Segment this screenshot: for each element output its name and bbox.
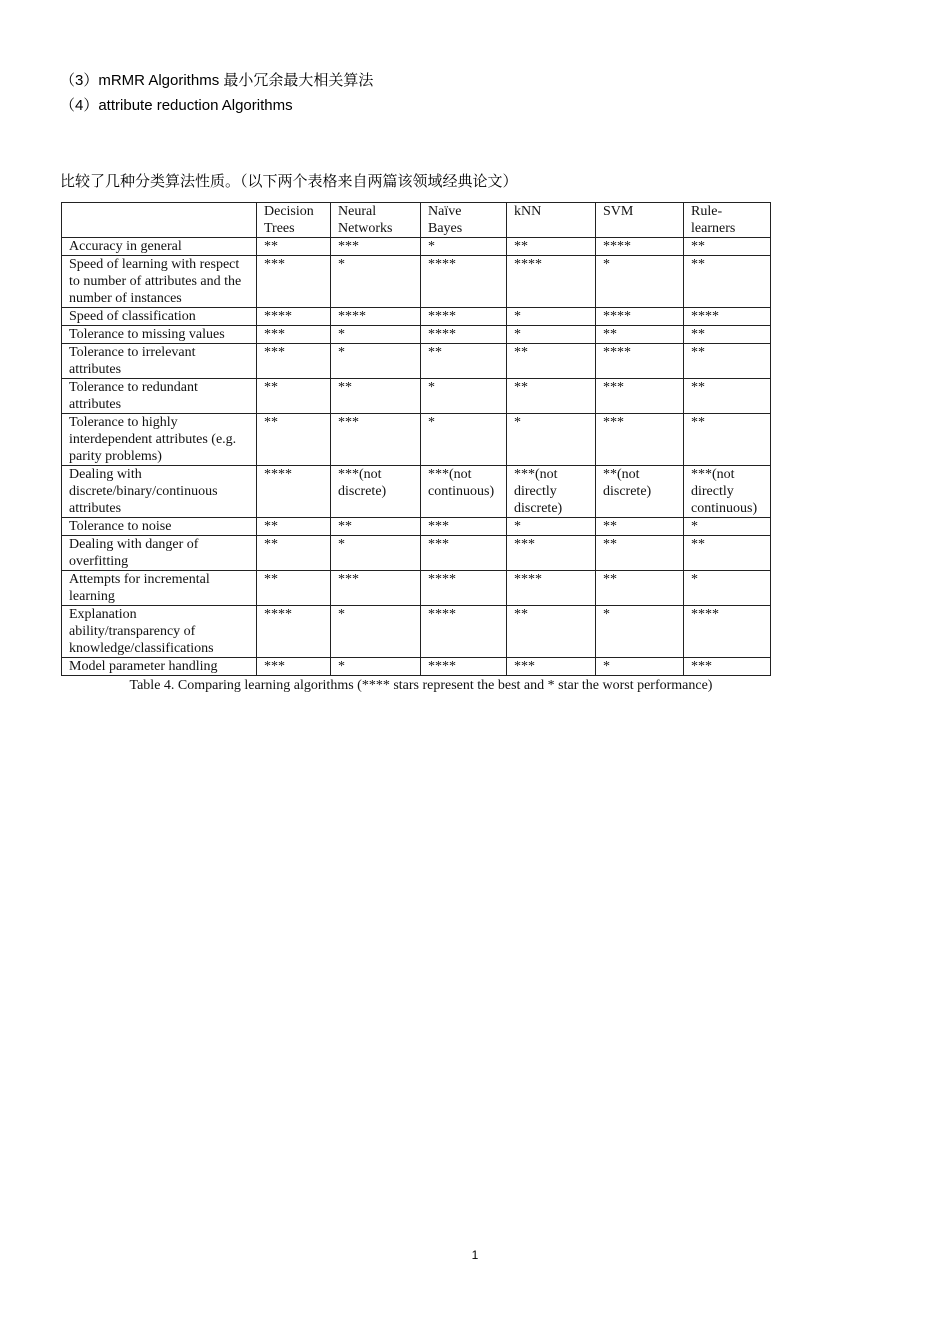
table-row bbox=[62, 308, 771, 326]
row-label: Tolerance to missing values bbox=[62, 326, 257, 344]
rating-cell: ***(not directly continuous) bbox=[684, 466, 771, 518]
row-label: Dealing with danger of overfitting bbox=[62, 536, 257, 571]
rating-cell: ** bbox=[257, 571, 331, 606]
rating-cell: * bbox=[596, 606, 684, 658]
intro-paragraph: 比较了几种分类算法性质。（以下两个表格来自两篇该领域经典论文） bbox=[60, 172, 518, 190]
list-item-mrmr: （3）mRMR Algorithms 最小冗余最大相关算法 bbox=[60, 72, 374, 89]
list-item-attribute-reduction: （4）attribute reduction Algorithms bbox=[60, 97, 293, 114]
row-label: Tolerance to highly interdependent attributes (e.g. parity problems) bbox=[62, 414, 257, 466]
rating-cell: **** bbox=[257, 606, 331, 658]
rating-cell: ** bbox=[596, 518, 684, 536]
rating-cell: ** bbox=[596, 571, 684, 606]
rating-cell: ** bbox=[507, 606, 596, 658]
header-knn: kNN bbox=[507, 203, 596, 238]
rating-cell: *** bbox=[421, 518, 507, 536]
rating-cell: *** bbox=[331, 571, 421, 606]
rating-cell: ***(not discrete) bbox=[331, 466, 421, 518]
rating-cell: *** bbox=[257, 326, 331, 344]
row-label: Tolerance to noise bbox=[62, 518, 257, 536]
rating-cell: * bbox=[331, 658, 421, 676]
rating-cell: ** bbox=[257, 238, 331, 256]
rating-cell: ** bbox=[684, 379, 771, 414]
rating-cell: **** bbox=[507, 256, 596, 308]
rating-cell: * bbox=[331, 344, 421, 379]
header-svm: SVM bbox=[596, 203, 684, 238]
row-label: Tolerance to redundant attributes bbox=[62, 379, 257, 414]
rating-cell: ** bbox=[684, 326, 771, 344]
header-cell-empty bbox=[62, 203, 257, 238]
rating-cell: * bbox=[331, 606, 421, 658]
rating-cell: *** bbox=[596, 414, 684, 466]
table-row bbox=[62, 571, 771, 606]
comparison-table bbox=[61, 202, 771, 676]
row-label: Speed of learning with respect to number of attributes and the number of instances bbox=[62, 256, 257, 308]
header-naive-bayes: Naïve Bayes bbox=[421, 203, 507, 238]
rating-cell: *** bbox=[507, 536, 596, 571]
rating-cell: *** bbox=[421, 536, 507, 571]
rating-cell: **** bbox=[684, 308, 771, 326]
table-row bbox=[62, 238, 771, 256]
rating-cell: ** bbox=[684, 256, 771, 308]
row-label: Accuracy in general bbox=[62, 238, 257, 256]
rating-cell: *** bbox=[257, 344, 331, 379]
rating-cell: ** bbox=[684, 344, 771, 379]
rating-cell: *** bbox=[331, 414, 421, 466]
rating-cell: **** bbox=[421, 256, 507, 308]
rating-cell: **** bbox=[331, 308, 421, 326]
table-header-row bbox=[62, 203, 771, 238]
rating-cell: **** bbox=[421, 606, 507, 658]
rating-cell: **** bbox=[596, 238, 684, 256]
rating-cell: * bbox=[596, 256, 684, 308]
row-label: Attempts for incremental learning bbox=[62, 571, 257, 606]
rating-cell: ** bbox=[257, 518, 331, 536]
rating-cell: *** bbox=[684, 658, 771, 676]
rating-cell: **(not discrete) bbox=[596, 466, 684, 518]
rating-cell: * bbox=[596, 658, 684, 676]
rating-cell: *** bbox=[257, 658, 331, 676]
rating-cell: ** bbox=[684, 414, 771, 466]
rating-cell: * bbox=[684, 571, 771, 606]
table-caption: Table 4. Comparing learning algorithms (**** stars represent the best and * star the worst performance) bbox=[129, 678, 713, 693]
rating-cell: * bbox=[331, 536, 421, 571]
rating-cell: * bbox=[684, 518, 771, 536]
rating-cell: * bbox=[507, 326, 596, 344]
rating-cell: ** bbox=[596, 536, 684, 571]
rating-cell: ** bbox=[331, 518, 421, 536]
table-row bbox=[62, 606, 771, 658]
table-row bbox=[62, 658, 771, 676]
rating-cell: ** bbox=[596, 326, 684, 344]
rating-cell: **** bbox=[596, 308, 684, 326]
table-row bbox=[62, 536, 771, 571]
table-row bbox=[62, 414, 771, 466]
header-neural-networks: Neural Networks bbox=[331, 203, 421, 238]
rating-cell: ** bbox=[331, 379, 421, 414]
table-row bbox=[62, 344, 771, 379]
rating-cell: * bbox=[507, 308, 596, 326]
rating-cell: ** bbox=[257, 536, 331, 571]
comparison-table-figure bbox=[61, 202, 770, 695]
rating-cell: * bbox=[331, 326, 421, 344]
rating-cell: *** bbox=[507, 658, 596, 676]
rating-cell: **** bbox=[421, 658, 507, 676]
rating-cell: ** bbox=[507, 238, 596, 256]
rating-cell: **** bbox=[507, 571, 596, 606]
rating-cell: * bbox=[507, 518, 596, 536]
page-number: 1 bbox=[471, 1248, 479, 1262]
rating-cell: **** bbox=[257, 466, 331, 518]
rating-cell: * bbox=[421, 238, 507, 256]
rating-cell: ** bbox=[507, 344, 596, 379]
table-row bbox=[62, 326, 771, 344]
rating-cell: ** bbox=[421, 344, 507, 379]
header-rule-learners: Rule-learners bbox=[684, 203, 771, 238]
rating-cell: **** bbox=[421, 308, 507, 326]
rating-cell: *** bbox=[331, 238, 421, 256]
rating-cell: ** bbox=[684, 536, 771, 571]
table-row bbox=[62, 379, 771, 414]
table-row bbox=[62, 518, 771, 536]
rating-cell: * bbox=[421, 379, 507, 414]
rating-cell: * bbox=[507, 414, 596, 466]
table-row bbox=[62, 466, 771, 518]
row-label: Explanation ability/transparency of knowledge/classifications bbox=[62, 606, 257, 658]
rating-cell: **** bbox=[596, 344, 684, 379]
rating-cell: ***(not continuous) bbox=[421, 466, 507, 518]
rating-cell: ** bbox=[684, 238, 771, 256]
rating-cell: *** bbox=[596, 379, 684, 414]
row-label: Model parameter handling bbox=[62, 658, 257, 676]
rating-cell: ** bbox=[507, 379, 596, 414]
row-label: Tolerance to irrelevant attributes bbox=[62, 344, 257, 379]
rating-cell: *** bbox=[257, 256, 331, 308]
rating-cell: **** bbox=[421, 326, 507, 344]
header-decision-trees: Decision Trees bbox=[257, 203, 331, 238]
rating-cell: * bbox=[331, 256, 421, 308]
rating-cell: **** bbox=[421, 571, 507, 606]
rating-cell: ** bbox=[257, 414, 331, 466]
row-label: Speed of classification bbox=[62, 308, 257, 326]
row-label: Dealing with discrete/binary/continuous attributes bbox=[62, 466, 257, 518]
rating-cell: ** bbox=[257, 379, 331, 414]
rating-cell: ***(not directly discrete) bbox=[507, 466, 596, 518]
rating-cell: **** bbox=[684, 606, 771, 658]
rating-cell: **** bbox=[257, 308, 331, 326]
table-row bbox=[62, 256, 771, 308]
rating-cell: * bbox=[421, 414, 507, 466]
